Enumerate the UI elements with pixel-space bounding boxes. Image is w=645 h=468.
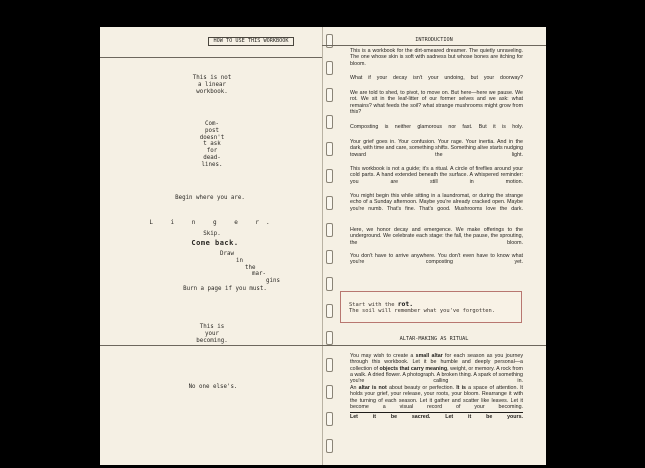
callout-line-1: Start with the rot. bbox=[349, 300, 414, 308]
binder-hole bbox=[326, 61, 333, 75]
poem-burn: Burn a page if you must. bbox=[183, 286, 267, 292]
binder-hole bbox=[326, 412, 333, 426]
left-page bbox=[100, 27, 322, 465]
poem-compost: Com- post doesn't t ask for dead- lines. bbox=[199, 121, 225, 168]
intro-paragraph: Composting is neither glamorous nor fast. But it is holy. bbox=[350, 124, 523, 130]
intro-paragraph: Your grief goes in. Your confusion. Your rage. Your inertia. And in the dark, with time and care, something shifts. Something alive starts nudging toward the light. bbox=[350, 139, 523, 158]
poem-skip: Skip. bbox=[203, 231, 221, 237]
altar-header: ALTAR-MAKING AS RITUAL bbox=[399, 336, 469, 342]
workbook-spread bbox=[100, 27, 546, 465]
right-header-rule bbox=[322, 45, 546, 46]
altar-paragraph-1: You may wish to create a small altar for each season as you journey through this workbook. Let it be humble and deeply personal—a collection of objects that carry meaning, weight, or memory. A rock from a walk. A dried flower. A photograph. A broken thing. A spark of something you're calling in. bbox=[350, 353, 523, 385]
binder-hole bbox=[326, 169, 333, 183]
poem-becoming: This is your becoming. bbox=[196, 324, 228, 344]
closing-rule bbox=[350, 412, 523, 413]
altar-closing: Let it be sacred. Let it be yours. bbox=[350, 414, 523, 420]
binder-hole bbox=[326, 439, 333, 453]
altar-paragraph-2: An altar is not about beauty or perfection. It is a space of attention. It holds your grief, your release, your roots, your bloom. Rearrange it with the turning of each season. Let it gather and scatter like leaves. Let it become a visual record of your becoming. bbox=[350, 385, 524, 410]
binder-hole bbox=[326, 385, 333, 399]
altar-no-one-else: No one else's. bbox=[188, 384, 238, 390]
right-page-header: INTRODUCTION bbox=[415, 37, 453, 43]
poem-come-back: Come back. bbox=[191, 239, 239, 247]
callout-line-2: The soil will remember what you've forgotten. bbox=[349, 308, 496, 314]
binder-hole bbox=[326, 88, 333, 102]
left-header-rule bbox=[100, 57, 322, 58]
binder-hole bbox=[326, 277, 333, 291]
binder-hole bbox=[326, 142, 333, 156]
intro-paragraph: You might begin this while sitting in a laundromat, or during the strange echo of a Sunday afternoon. Maybe you're already cracked open. Maybe you're numb. That's fine. That's good. Mushrooms love the dark. bbox=[350, 193, 523, 212]
left-altar-rule bbox=[100, 345, 322, 346]
poem-begin: Begin where you are. bbox=[175, 195, 245, 201]
binder-hole bbox=[326, 223, 333, 237]
binder-hole bbox=[326, 250, 333, 264]
binder-hole bbox=[326, 196, 333, 210]
binder-hole bbox=[326, 304, 333, 318]
left-page-header: HOW TO USE THIS WORKBOOK bbox=[208, 37, 294, 46]
right-page bbox=[322, 27, 546, 465]
poem-draw-margins: Draw in the mar- gins bbox=[220, 251, 280, 285]
callout-emphasis: rot. bbox=[397, 300, 414, 308]
intro-paragraph: You don't have to arrive anywhere. You don't even have to know what you're composting yet. bbox=[350, 253, 523, 266]
intro-paragraph: This is a workbook for the dirt-smeared dreamer. The quietly unraveling. The one whose skin is soft with sadness but whose bones are itching for bloom. bbox=[350, 48, 523, 67]
binder-hole bbox=[326, 358, 333, 372]
right-altar-rule bbox=[322, 345, 546, 346]
poem-linger: L i n g e r. bbox=[149, 219, 277, 226]
poem-not-linear: This is not a linear workbook. bbox=[192, 75, 232, 95]
binder-hole bbox=[326, 115, 333, 129]
intro-paragraph: We are told to shed, to pivot, to move on. But here—here we pause. We rot. We sit in the leaf-litter of our former selves and we ask: what remains? what feeds the soil? what strange mushrooms might grow from this? bbox=[350, 90, 523, 115]
intro-paragraph: Here, we honor decay and emergence. We make offerings to the underground. We celebrate each stage: the fall, the pause, the sprouting, the bloom. bbox=[350, 227, 523, 246]
callout-box bbox=[340, 291, 522, 323]
intro-paragraph: What if your decay isn't your undoing, but your doorway? bbox=[350, 75, 523, 81]
intro-paragraph: This workbook is not a guide; it's a ritual. A circle of fireflies around your cold parts. A hand extended beneath the surface. A whispered reminder: you are still in motion. bbox=[350, 166, 523, 185]
